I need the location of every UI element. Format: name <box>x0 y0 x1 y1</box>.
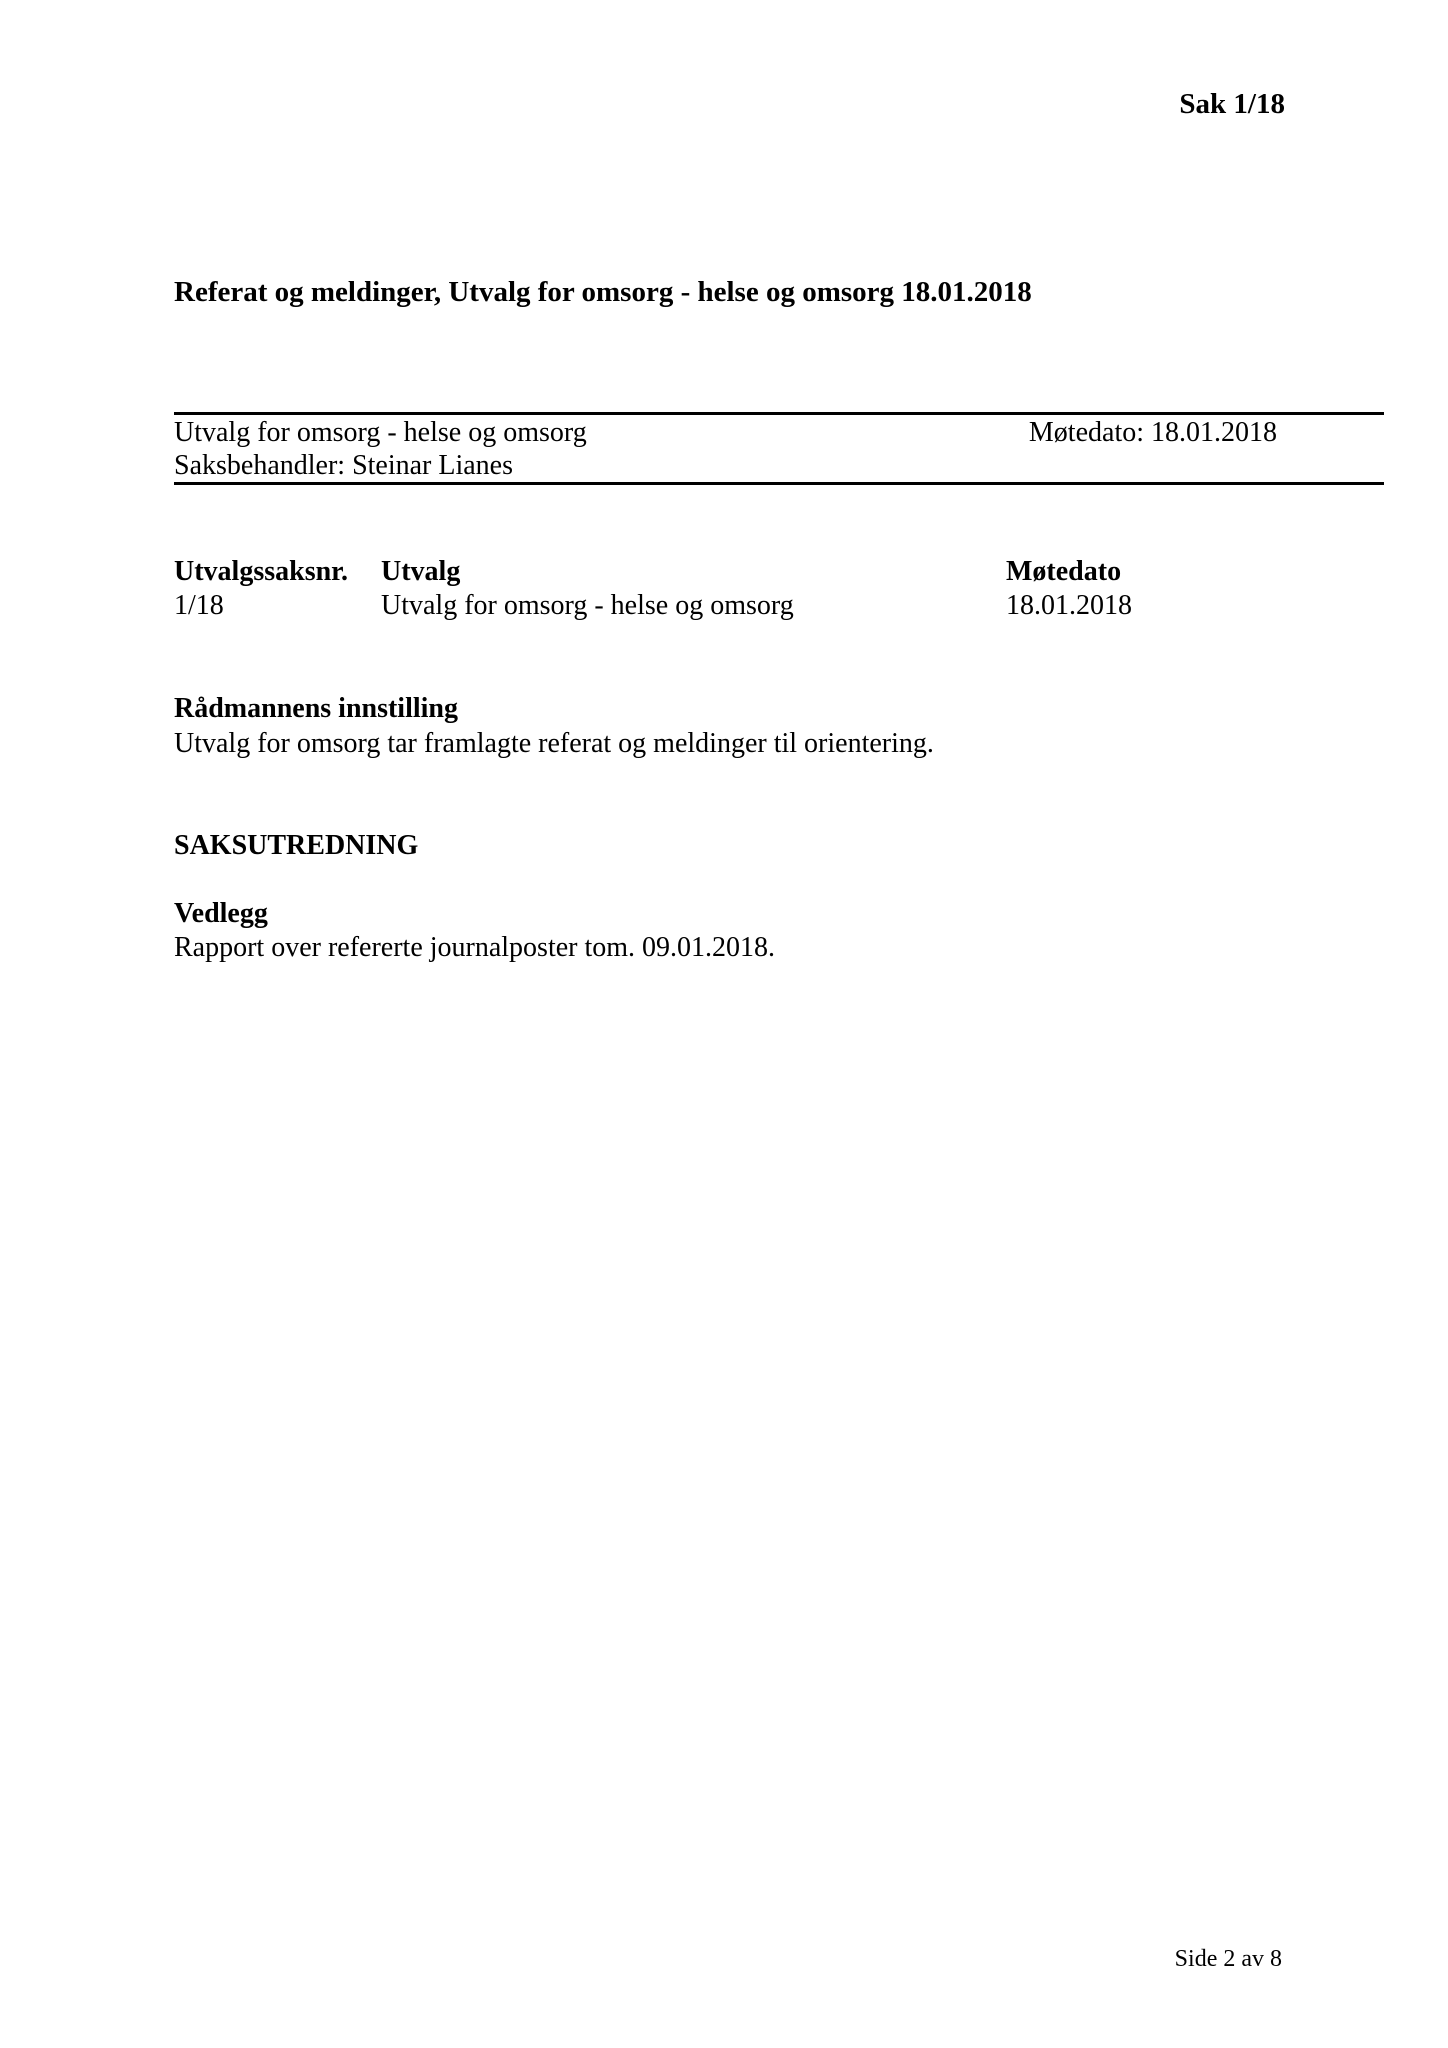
recommendation-heading: Rådmannens innstilling <box>174 693 458 724</box>
attachments-text: Rapport over refererte journalposter tom. 09.01.2018. <box>174 932 776 963</box>
case-report-heading: SAKSUTREDNING <box>174 830 419 861</box>
meta-meeting-date: Møtedato: 18.01.2018 <box>1028 417 1277 448</box>
document-title: Referat og meldinger, Utvalg for omsorg - helse og omsorg 18.01.2018 <box>174 276 1032 308</box>
table-cell-meeting-date: 18.01.2018 <box>1006 590 1132 621</box>
attachments-heading: Vedlegg <box>174 898 268 929</box>
meta-case-handler: Saksbehandler: Steinar Lianes <box>174 450 514 481</box>
meta-top-rule <box>174 412 1384 415</box>
table-header-meeting-date: Møtedato <box>1006 556 1122 587</box>
case-number-header: Sak 1/18 <box>1179 88 1285 120</box>
table-cell-committee: Utvalg for omsorg - helse og omsorg <box>381 590 794 621</box>
table-header-committee: Utvalg <box>381 556 461 587</box>
table-header-case-no: Utvalgssaksnr. <box>174 556 349 587</box>
table-cell-case-no: 1/18 <box>174 590 224 621</box>
meta-bottom-rule <box>174 482 1384 485</box>
meta-committee: Utvalg for omsorg - helse og omsorg <box>174 417 587 448</box>
page-number-footer: Side 2 av 8 <box>1174 1946 1282 1972</box>
recommendation-text: Utvalg for omsorg tar framlagte referat og meldinger til orientering. <box>174 728 934 759</box>
